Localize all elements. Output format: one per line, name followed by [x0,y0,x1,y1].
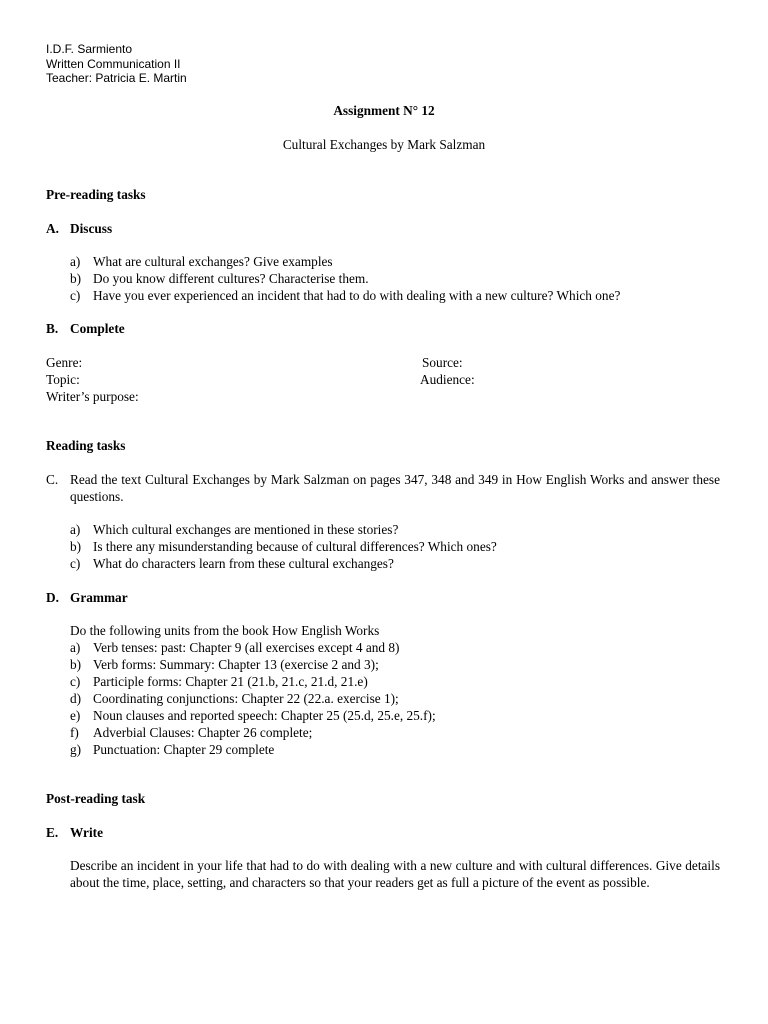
list-item [70,521,730,538]
list-marker: c) [70,674,81,689]
list-item [70,253,730,270]
section-b-heading [46,320,125,337]
list-marker: b) [70,271,82,286]
list-item-text: Participle forms: Chapter 21 (21.b, 21.c, 21.d, 21.e) [93,674,368,689]
section-e-letter: E. [46,825,59,840]
list-item [70,555,730,572]
document-header [46,42,187,86]
assignment-subtitle: Cultural Exchanges by Mark Salzman [282,137,486,152]
list-item [70,724,730,741]
audience-label: Audience: [420,372,475,387]
genre-label: Genre: [46,355,83,370]
list-marker: c) [70,288,81,303]
section-a-heading [46,220,112,237]
list-marker: b) [70,539,82,554]
list-item-text: Verb tenses: past: Chapter 9 (all exercises except 4 and 8) [93,640,400,655]
section-e-title: Write [70,825,103,840]
purpose-label: Writer’s purpose: [46,389,139,404]
list-marker: d) [70,691,82,706]
list-item [70,741,730,758]
list-marker: f) [70,725,79,740]
list-item [70,538,730,555]
list-item [70,270,730,287]
list-item-text: Verb forms: Summary: Chapter 13 (exercise 2 and 3); [93,657,379,672]
section-d-letter: D. [46,590,59,605]
list-marker: c) [70,556,81,571]
section-c-list [70,521,730,572]
section-a-list [70,253,730,304]
section-d-title: Grammar [70,590,128,605]
list-item-text: Which cultural exchanges are mentioned in these stories? [93,522,399,537]
section-a-letter: A. [46,221,59,236]
teacher-name: Teacher: Patricia E. Martin [46,71,187,85]
list-item-text: Noun clauses and reported speech: Chapter 25 (25.d, 25.e, 25.f); [93,708,436,723]
school-name: I.D.F. Sarmiento [46,42,133,56]
list-item [70,690,730,707]
section-e-heading [46,824,103,841]
list-item [70,707,730,724]
list-item-text: What do characters learn from these cultural exchanges? [93,556,394,571]
section-a-title: Discuss [70,221,113,236]
section-d-intro: Do the following units from the book How English Works [70,623,380,638]
list-item-text: What are cultural exchanges? Give examples [93,254,333,269]
list-item-text: Coordinating conjunctions: Chapter 22 (22.a. exercise 1); [93,691,399,706]
list-item [70,287,730,304]
section-c-letter: C. [46,472,59,487]
section-e-text: Describe an incident in your life that had to do with dealing with a new culture and with cultural differences. Give details about the time, place, setting, and characters so that your readers get as full a picture of the event as possible. [70,858,720,890]
assignment-title: Assignment N° 12 [333,103,435,118]
list-marker: b) [70,657,82,672]
list-item-text: Is there any misunderstanding because of cultural differences? Which ones? [93,539,497,554]
list-marker: a) [70,522,81,537]
course-name: Written Communication II [46,56,181,71]
list-item-text: Do you know different cultures? Characterise them. [93,271,369,286]
list-item-text: Adverbial Clauses: Chapter 26 complete; [93,725,313,740]
list-marker: a) [70,640,81,655]
list-marker: g) [70,742,82,757]
prereading-heading: Pre-reading tasks [46,187,146,202]
section-b-letter: B. [46,321,59,336]
list-item [70,656,730,673]
list-item-text: Have you ever experienced an incident that had to do with dealing with a new culture? Which one? [93,288,621,303]
list-marker: e) [70,708,81,723]
list-marker: a) [70,254,81,269]
section-c-text: Read the text Cultural Exchanges by Mark Salzman on pages 347, 348 and 349 in How English Works and answer these questions. [70,472,720,504]
topic-label: Topic: [46,372,80,387]
source-label: Source: [422,355,463,370]
section-d-heading [46,589,128,606]
section-d-list [70,639,730,758]
reading-heading: Reading tasks [46,438,126,453]
postreading-heading: Post-reading task [46,791,146,806]
list-item [70,673,730,690]
section-c [46,471,720,505]
list-item-text: Punctuation: Chapter 29 complete [93,742,275,757]
list-item [70,639,730,656]
section-b-title: Complete [70,321,125,336]
